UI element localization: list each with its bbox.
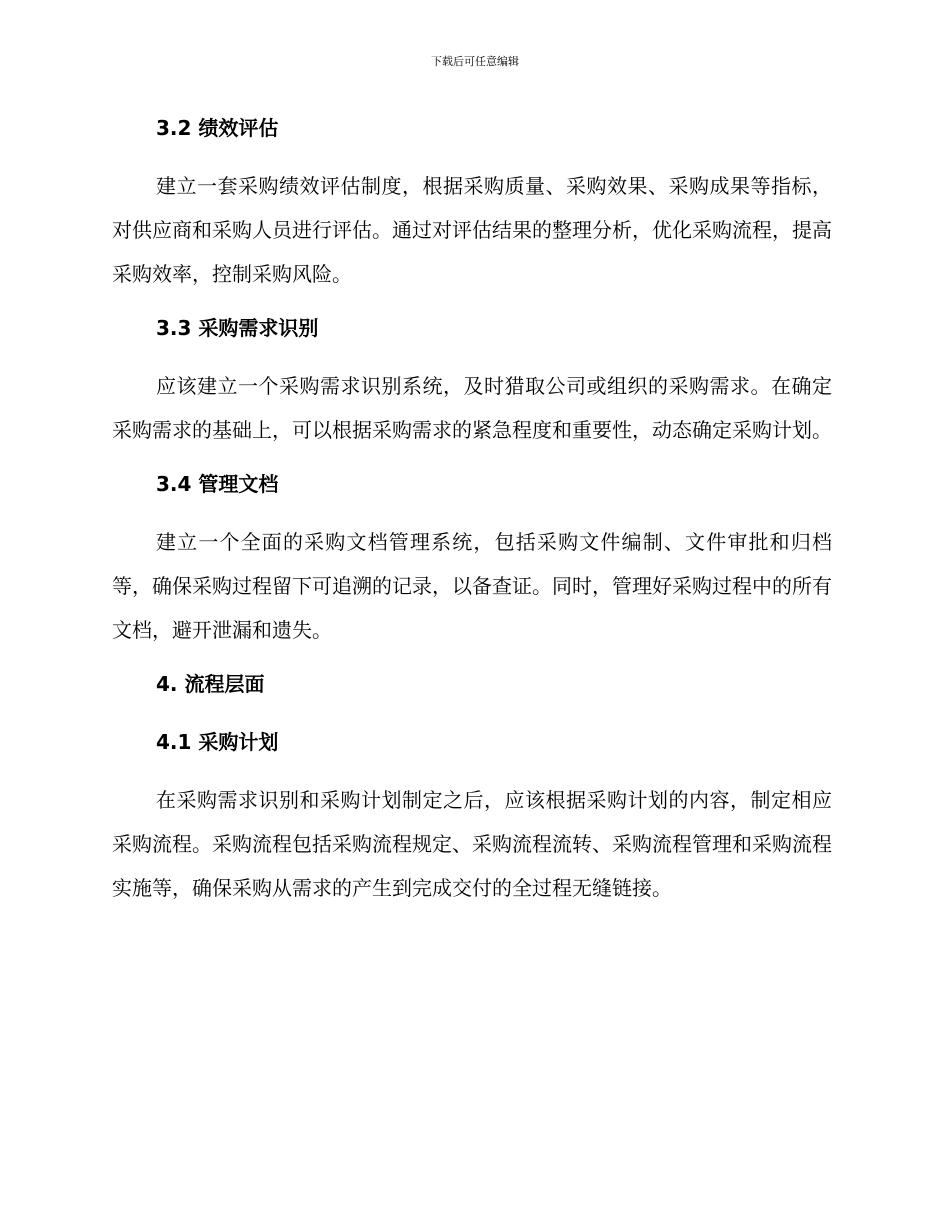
section-paragraph-3-4: 建立一个全面的采购文档管理系统，包括采购文件编制、文件审批和归档等，确保采购过程留下可追溯的记录，以备查证。同时，管理好采购过程中的所有文档，避开泄漏和遗失。 xyxy=(112,530,832,642)
section-paragraph-3-3: 应该建立一个采购需求识别系统，及时猎取公司或组织的采购需求。在确定采购需求的基础上，可以根据采购需求的紧急程度和重要性，动态确定采购计划。 xyxy=(112,374,832,442)
document-body xyxy=(112,108,832,910)
section-heading-4-1: 4.1 采购计划 xyxy=(156,730,279,754)
section-heading-3-4: 3.4 管理文档 xyxy=(156,472,279,496)
section-paragraph-3-2: 建立一套采购绩效评估制度，根据采购质量、采购效果、采购成果等指标，对供应商和采购人员进行评估。通过对评估结果的整理分析，优化采购流程，提高采购效率，控制采购风险。 xyxy=(112,174,832,286)
section-heading-3-2: 3.2 绩效评估 xyxy=(156,116,279,140)
header-note: 下载后可任意编辑 xyxy=(431,55,519,68)
section-heading-4: 4. 流程层面 xyxy=(156,672,265,696)
section-heading-3-3: 3.3 采购需求识别 xyxy=(156,316,319,340)
section-paragraph-4-1: 在采购需求识别和采购计划制定之后，应该根据采购计划的内容，制定相应采购流程。采购流程包括采购流程规定、采购流程流转、采购流程管理和采购流程实施等，确保采购从需求的产生到完成交付的全过程无缝链接。 xyxy=(112,788,832,900)
